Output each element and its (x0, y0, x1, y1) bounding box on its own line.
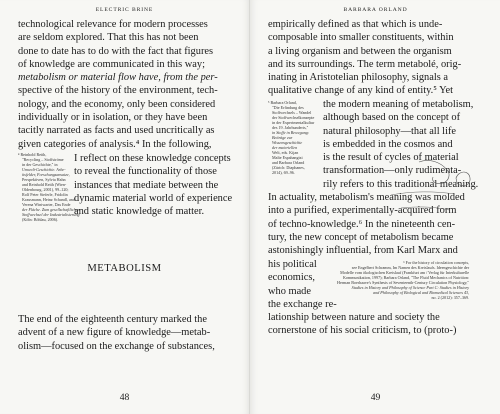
text-line: I reflect on these knowledge concepts (74, 153, 231, 164)
footnote-line: Modelle vom ökologischen Kreislauf (Frankfurt am / Verlag für Interkulturelle (340, 270, 470, 275)
right-page (251, 0, 500, 414)
margin-note-line: des 19. Jahrhunderts," (272, 125, 309, 130)
footnote-line: Krausmann, Heinz Schandl, and (22, 197, 75, 202)
text-line: cornerstone of his social criticism, to (proto-) (268, 325, 457, 337)
text-line: qualitative change of any kind of entity.⁵ Yet (268, 85, 454, 97)
footnote-line: Studies in History and Philosophy of Science Part C: Studies in History (351, 285, 470, 290)
text-line: although based on the concept of (323, 112, 461, 124)
text-line: technological relevance for modern processes (18, 19, 208, 30)
footnote-line: (Köln: Böhlau, 2006). (22, 217, 59, 222)
text-line: dynamic material world of experience (74, 192, 233, 204)
text-line: economics, (268, 272, 316, 284)
right-text-block-3 (268, 191, 465, 257)
right-text-block-1 (268, 18, 462, 98)
footnote-line: der Fläche. Zum gesellschaftlichen (22, 207, 80, 212)
footnote-line: see Engelbert Schramm, Im Namen des Kreislaufs. Ideengeschichte der (351, 265, 470, 270)
text-line: astonishingly influential, from Karl Marx and (268, 245, 458, 257)
margin-note-line: Beiträge zur (272, 135, 293, 140)
footnote-line: and Philosophy of Biological and Biomedical Sciences 43, (373, 290, 470, 295)
page-number-right: 49 (370, 392, 381, 403)
text-line: the exchange re- (268, 298, 337, 310)
text-line: In actuality, metabolism's meaning was molded (268, 192, 465, 203)
text-line: advent of a new figure of knowledge—metab- (18, 327, 211, 339)
text-line: into a purified, experimentally-acquired form (268, 205, 457, 217)
footnote-line: Kommunikation, 1997); Barbara Orland, "The Fluid Mechanics of Nutrition: (343, 275, 470, 280)
text-line: empirically defined as that which is unde- (268, 19, 443, 30)
footnote-line: Umwelt-Geschichte. Arbe- (22, 167, 66, 172)
footnote-line: Oldenbourg, 2001), 99–120; (22, 187, 69, 192)
text-line: natural philosophy—that all life (323, 125, 457, 137)
text-line: his political (268, 259, 317, 270)
margin-note-line: Stoffwechsels – Wandel (272, 110, 312, 115)
text-line: transformation—only rudimenta- (323, 165, 462, 177)
left-text-block-1 (18, 18, 218, 151)
text-line: tury, the new concept of metabolism became (268, 231, 454, 243)
footnote-line: Verena Winiwarter, Das Ende (22, 202, 71, 207)
footnote-line: Stoffwechsel der Industrialisierung (22, 212, 80, 217)
footnote-line: ⁴ Reinhold Reith, (18, 152, 47, 157)
text-line: and its surroundings. The term metabolé, orig- (268, 58, 462, 70)
left-text-block-3 (18, 313, 215, 353)
running-head-right: BARBARA ORLAND (343, 7, 408, 13)
text-line: metabolism or material flow have, from the per- (18, 72, 218, 84)
margin-note-line: "Die Erfindung des (272, 105, 304, 110)
text-line: is the result of cycles of material (323, 152, 459, 164)
margin-note-line: in der Experimentalkultur (272, 120, 315, 125)
text-line: instances that mediate between the (74, 179, 219, 191)
text-line: of knowledge are communicated in this way; (18, 58, 205, 70)
margin-note-line: Malte Espahangizi (272, 155, 303, 160)
margin-note-line: in Stoffe in Bewegung: (272, 130, 310, 135)
text-line: and static knowledge of matter. (74, 206, 205, 218)
margin-note-line: and Barbara Orland (272, 160, 305, 165)
text-line: nology, and the economy, only been considered (18, 98, 216, 110)
footnote-line: "Recycling – Stoffströme (22, 157, 64, 162)
footnote-line: ⁶ For the history of circulation concepts, (403, 260, 470, 265)
margin-note-line: 2014), 69–96. (272, 170, 295, 175)
text-line: composable into smaller constituents, within (268, 32, 454, 44)
text-line: who made (268, 285, 311, 297)
margin-note-line: (Zürich: Diaphanes, (272, 165, 305, 170)
footnote-line: and Reinhold Reith (Wien- (22, 182, 67, 187)
text-line: inating in Aristotelian philosophy, signals a (268, 72, 448, 84)
text-line: to reveal the functionality of those (74, 166, 217, 178)
margin-note-5 (268, 100, 314, 175)
section-heading: METABOLISM (87, 263, 162, 274)
margin-note-line: der Stoffwechselkonzepte (272, 115, 315, 120)
right-text-block-2 (323, 98, 478, 191)
margin-note-line: der materiellen (272, 145, 298, 150)
right-text-block-4 (268, 258, 337, 311)
footnote-line: Herman Boerhaave's Synthesis of Seventeenth-Century Circulation Physiology," (337, 280, 470, 285)
text-line: individually or in isolation, or they have been (18, 112, 208, 124)
text-line: olism—focused on the exchange of substances, (18, 340, 215, 352)
text-line: are seldom explored. That this has not been (18, 32, 199, 44)
text-line: done to date has to do with the fact that figures (18, 45, 214, 57)
footnote-4 (18, 152, 80, 222)
running-head-left: ELECTRIC BRINE (95, 7, 154, 13)
footnote-line: in der Geschichte," in (22, 162, 58, 167)
text-line: lationship between nature and society the (268, 312, 440, 323)
margin-note-line: ⁵ Barbara Orland, (268, 100, 297, 105)
footnote-6 (337, 260, 469, 300)
text-line: given categories of analysis.⁴ In the following, (18, 138, 212, 150)
footnote-line: no. 2 (2012): 357–369. (431, 295, 470, 300)
text-line: spective of the history of the environment, tech- (18, 85, 218, 97)
footnote-line: itsfelder, Forschungsansatze, (22, 172, 70, 177)
text-line: of techno-knowledge.⁶ In the nineteenth cen- (268, 218, 456, 230)
text-line: is embedded in the cosmos and (323, 138, 453, 150)
footnote-line: Rolf Peter Sieferle, Fridolin (22, 192, 68, 197)
text-line: the modern meaning of metabolism, (323, 99, 474, 110)
margin-note-line: Welt, eds. Kijan (272, 150, 299, 155)
text-line: tacitly narrated as facts and used uncritically as (18, 125, 215, 137)
page-number-left: 48 (119, 392, 130, 403)
footnote-line: Perspektiven, Sylvia Hahn (22, 177, 66, 182)
text-line: a living organism and between the organism (268, 45, 452, 57)
text-line: rily refers to this traditional meaning. (323, 178, 479, 190)
right-text-block-5 (268, 311, 456, 338)
text-line: The end of the eighteenth century marked the (18, 314, 207, 325)
margin-note-line: Wissensgeschichte (272, 140, 303, 145)
left-text-block-2 (74, 152, 232, 218)
